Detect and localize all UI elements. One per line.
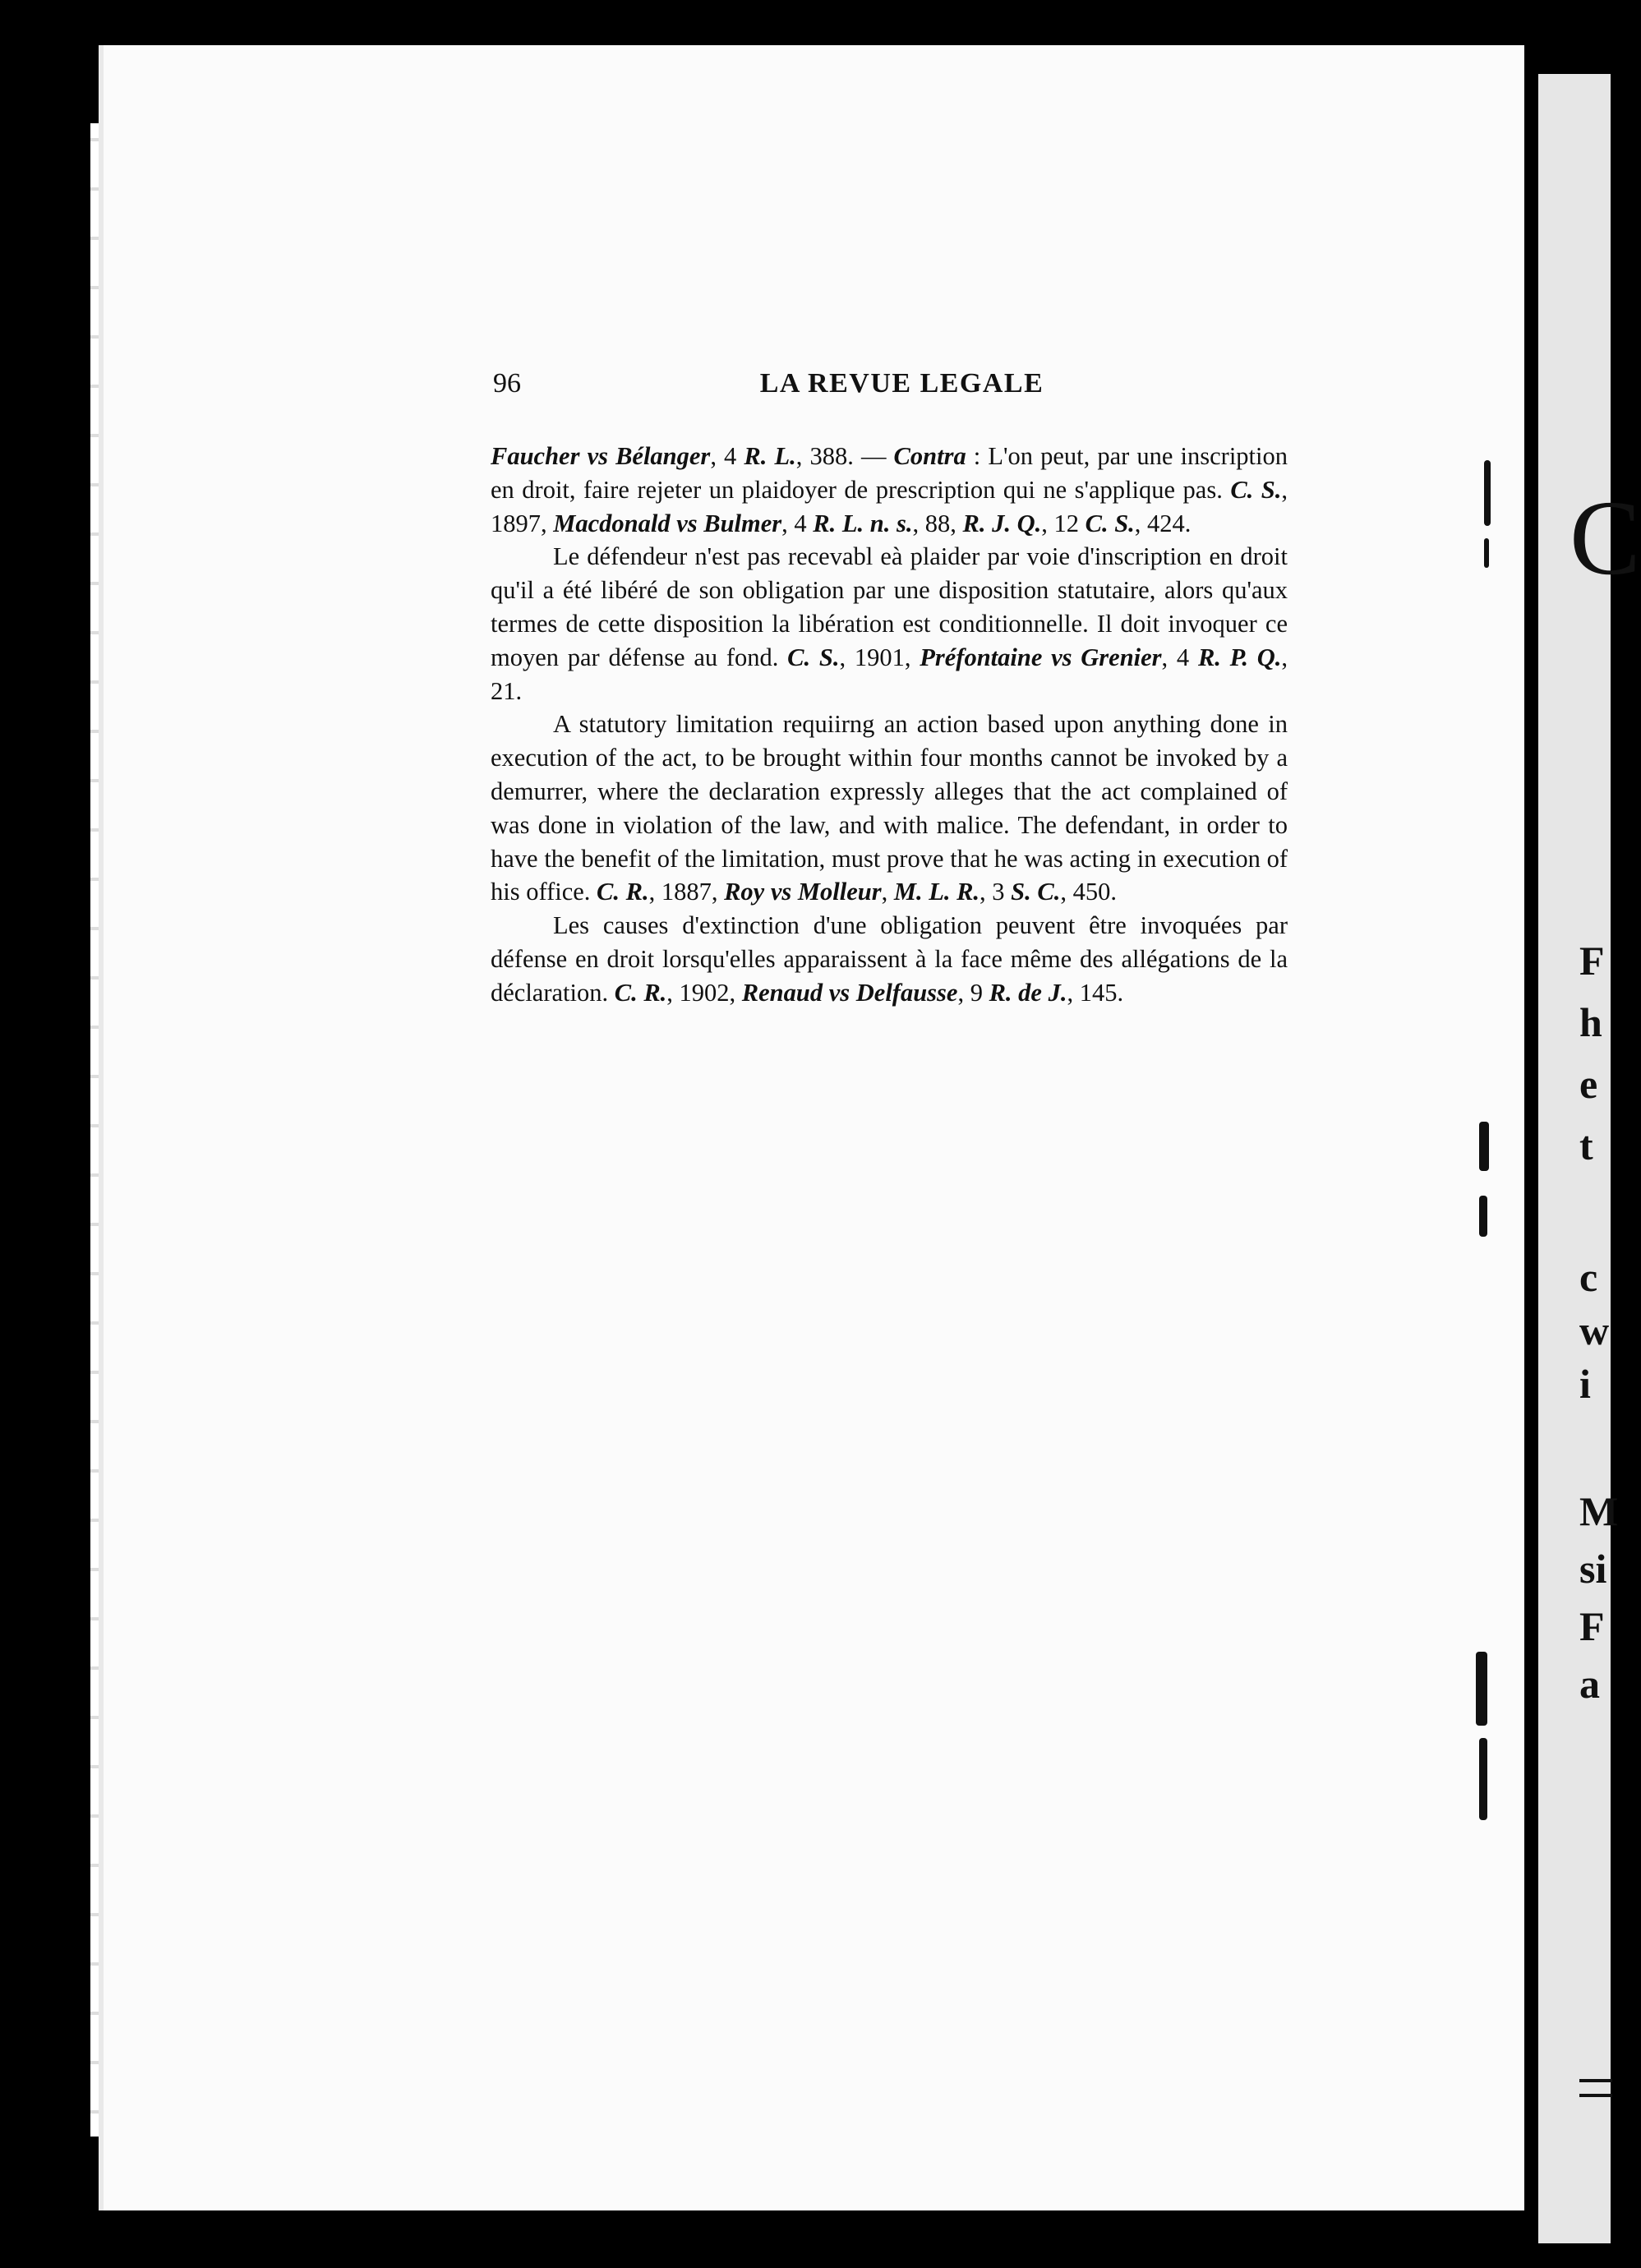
binding-mark (1476, 1652, 1487, 1726)
paragraph (491, 540, 1288, 708)
adjacent-letter: F (1579, 938, 1605, 984)
text-run: Les causes d'extinction d'une obligation peuvent être invoquées par défense en droit lorsqu'elles apparaissent à la face même des allégations de la déclaration. (491, 911, 1288, 1007)
text-run: , 3 (980, 878, 1012, 906)
binding-mark (1484, 460, 1491, 526)
text-run: , 4 (710, 442, 744, 470)
text-run: , 1897, (491, 475, 1288, 537)
citation-italic: Faucher vs Bélanger (491, 442, 711, 470)
citation-italic: R. de J. (989, 978, 1067, 1007)
adjacent-letter: a (1579, 1661, 1600, 1707)
text-run: , 4 (781, 509, 814, 537)
text-run: , 1902, (666, 978, 742, 1007)
text-run: , 21. (491, 643, 1288, 705)
adjacent-letter: F (1579, 1603, 1605, 1649)
running-head (493, 368, 1286, 406)
citation-italic: C. S. (1230, 475, 1282, 504)
paragraph (491, 440, 1288, 540)
citation-italic: Renaud vs Delfausse (741, 978, 958, 1007)
text-run: , 88, (912, 509, 963, 537)
paragraph (491, 708, 1288, 909)
citation-italic: R. L. n. s. (813, 509, 913, 537)
binding-mark (1484, 538, 1489, 568)
citation-italic: C. S. (787, 643, 840, 671)
text-run: , 424. (1134, 509, 1192, 537)
citation-italic: C. R. (597, 878, 649, 906)
citation-italic: S. C. (1011, 878, 1061, 906)
text-run: , 450. (1060, 878, 1117, 906)
adjacent-letter: c (1579, 1254, 1598, 1300)
adjacent-rule (1579, 2094, 1612, 2097)
adjacent-letter: si (1579, 1546, 1607, 1592)
adjacent-letter: M (1579, 1488, 1619, 1534)
adjacent-letter: i (1579, 1361, 1591, 1407)
text-run: , 1887, (648, 878, 725, 906)
text-run: , 4 (1161, 643, 1198, 671)
text-run: : L'on peut, par une inscription en droit, faire rejeter un plaidoyer de prescription qui ne s'applique pas. (491, 442, 1288, 504)
text-run: , 145. (1067, 978, 1124, 1007)
page-number: 96 (493, 368, 521, 399)
body-text (491, 440, 1288, 1010)
citation-italic: R. J. Q. (962, 509, 1042, 537)
adjacent-page (1538, 74, 1641, 2243)
text-run: , 12 (1041, 509, 1086, 537)
citation-italic: C. R. (614, 978, 667, 1007)
adjacent-letter: t (1579, 1122, 1593, 1169)
citation-italic: R. L. (744, 442, 796, 470)
binding-mark (1479, 1196, 1487, 1237)
citation-italic: Contra (893, 442, 966, 470)
citation-italic: R. P. Q. (1197, 643, 1282, 671)
citation-italic: C. S. (1085, 509, 1135, 537)
text-run: , 1901, (839, 643, 920, 671)
text-run: A statutory limitation requiirng an action based upon anything done in execution of the act, to be brought within four months cannot be invoked by a demurrer, where the declaration expressly alleges that the act complained of was done in violation of the law, and with malice. The defendant, in order to have the benefit of the limitation, must prove that he was acting in execution of his office. (491, 710, 1288, 906)
binding-mark (1479, 1122, 1489, 1171)
text-run: , (881, 878, 894, 906)
adjacent-letter: C (1570, 479, 1641, 597)
adjacent-letter: h (1579, 999, 1602, 1045)
text-run: Le défendeur n'est pas recevabl eà plaider par voie d'inscription en droit qu'il a été libéré de son obligation par une disposition statutaire, alors qu'aux termes de cette disposition la libération est conditionnelle. Il doit invoquer ce moyen par défense au fond. (491, 542, 1288, 671)
text-run: , 388. — (795, 442, 894, 470)
citation-italic: Roy vs Molleur (724, 878, 882, 906)
citation-italic: Macdonald vs Bulmer (553, 509, 782, 537)
text-run: , 9 (957, 978, 989, 1007)
adjacent-letter: e (1579, 1061, 1598, 1107)
journal-title: LA REVUE LEGALE (759, 368, 1044, 399)
citation-italic: Préfontaine vs Grenier (920, 643, 1162, 671)
paragraph (491, 909, 1288, 1009)
adjacent-rule (1579, 2079, 1612, 2082)
adjacent-letter: w (1579, 1307, 1610, 1353)
citation-italic: M. L. R. (893, 878, 980, 906)
binding-mark (1479, 1738, 1487, 1820)
